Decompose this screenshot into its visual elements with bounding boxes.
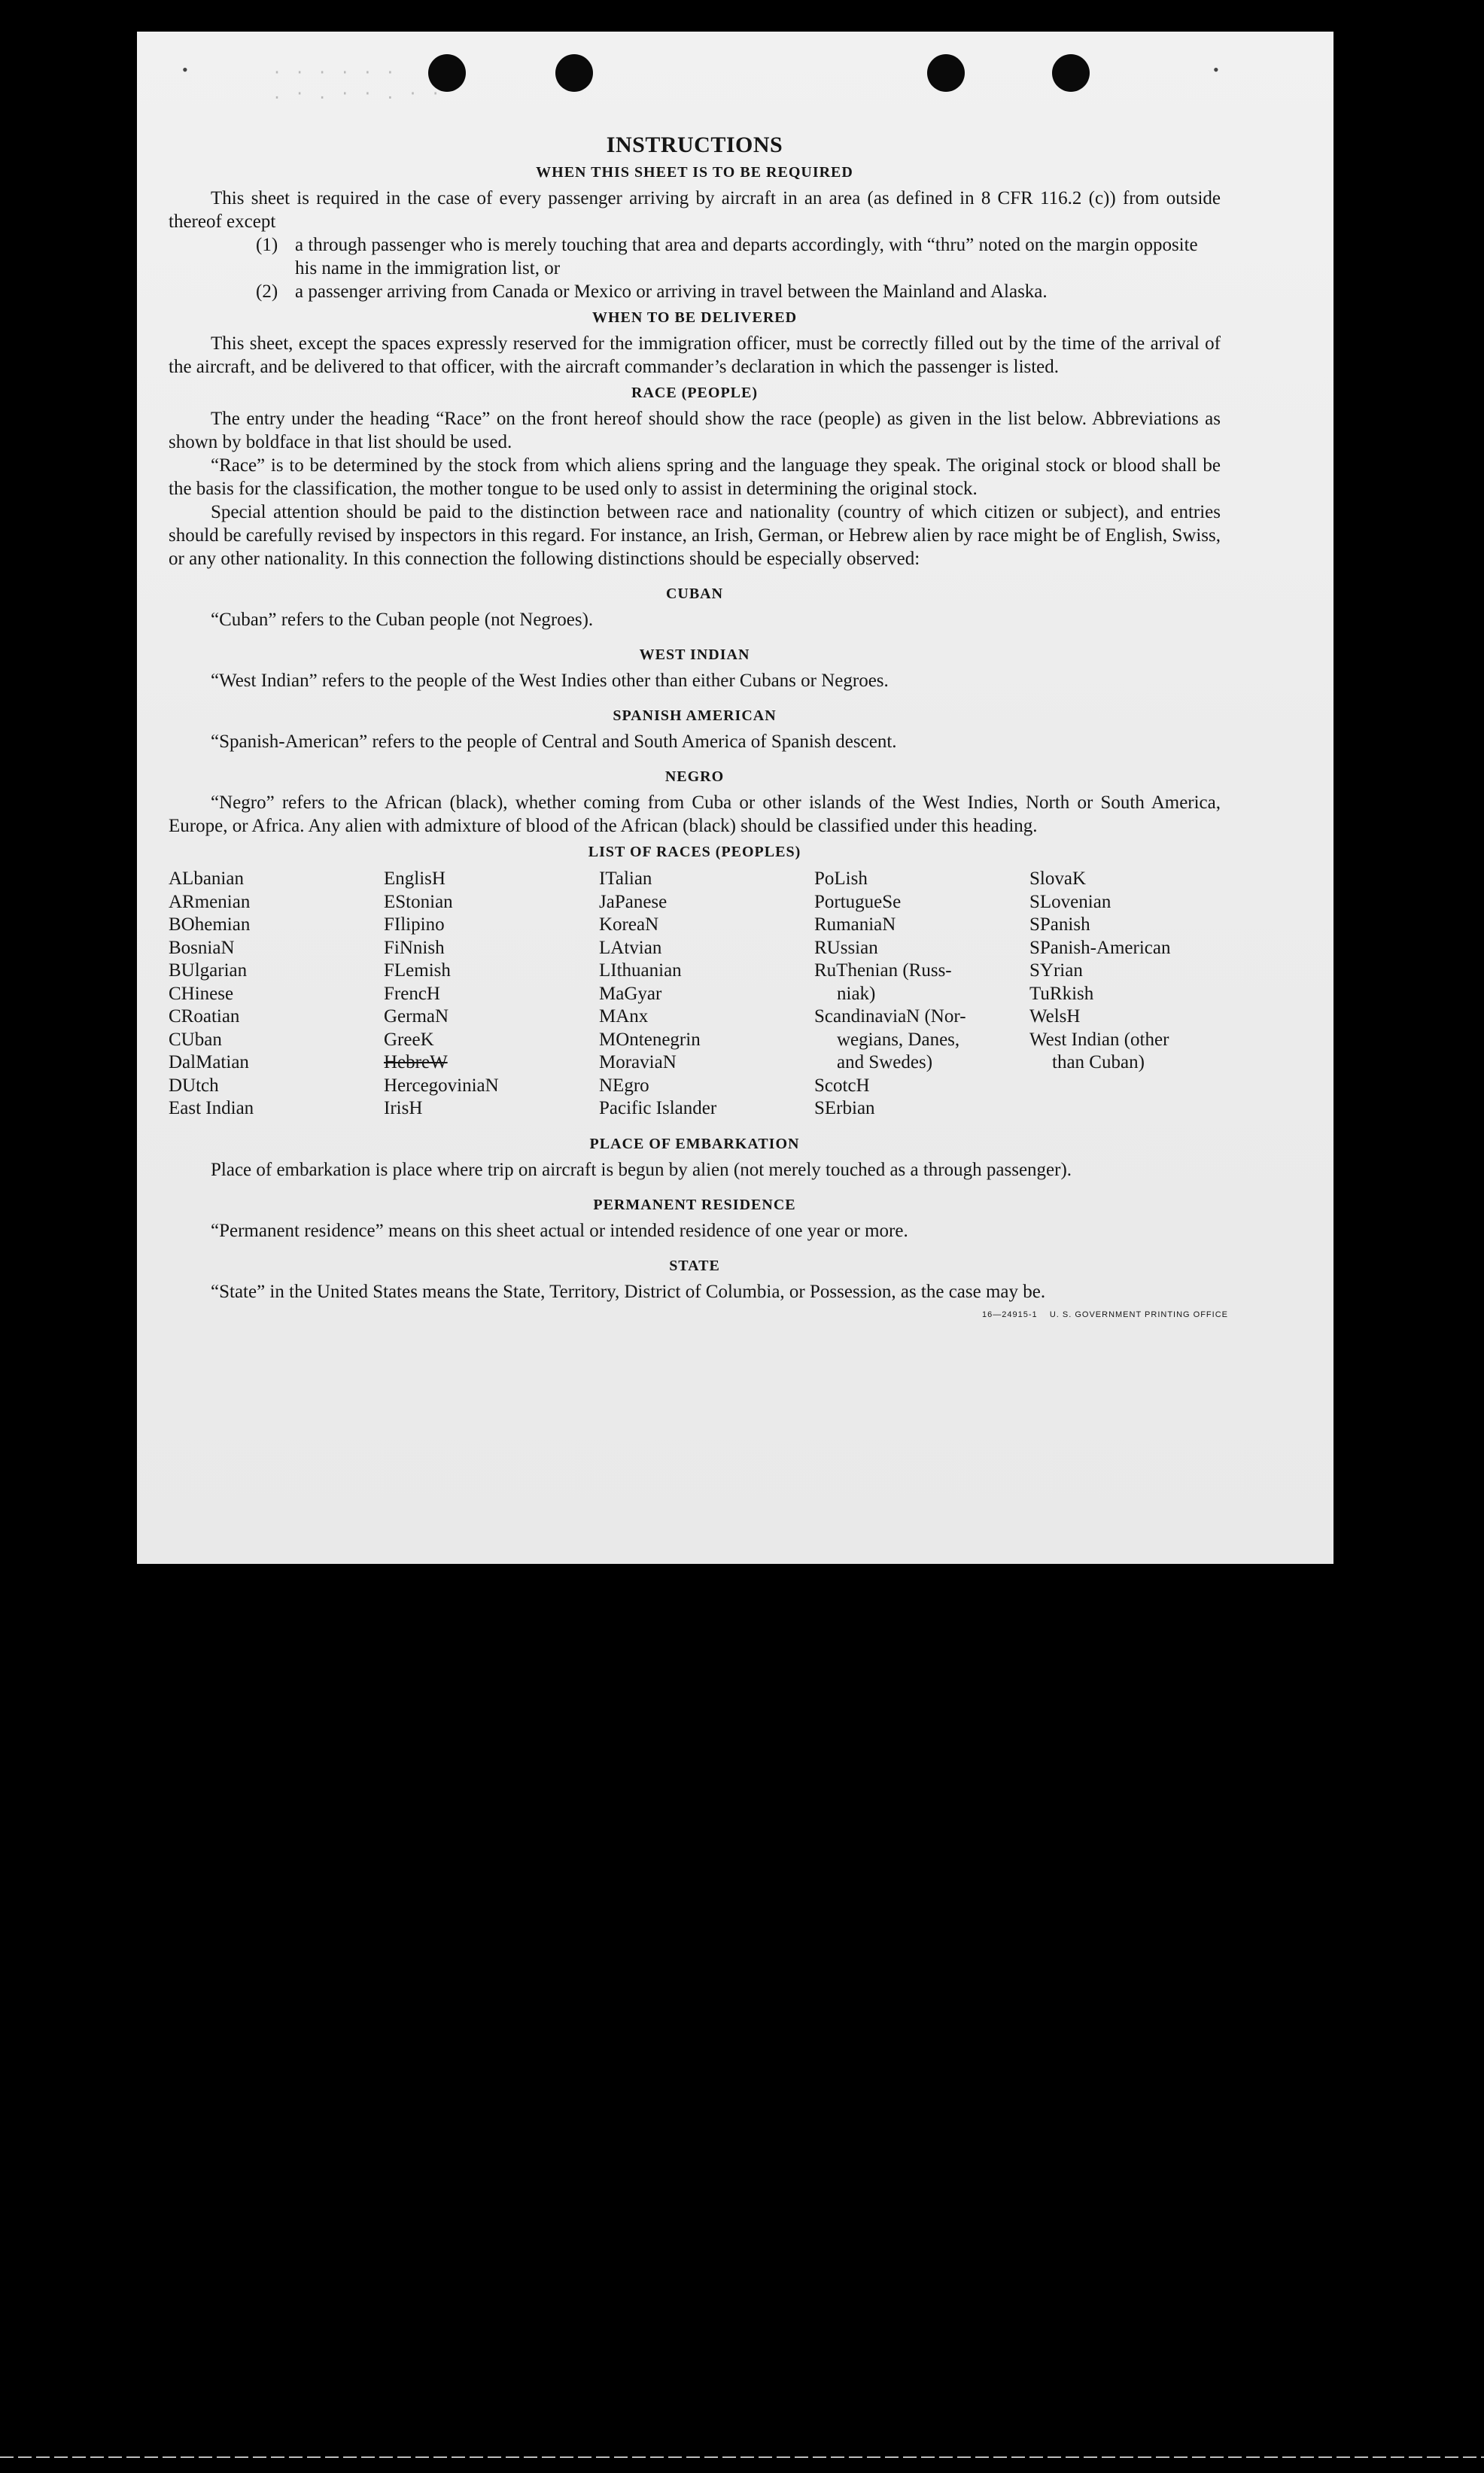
race-entry: SPanish-American [1029,937,1171,958]
race-paragraph: “Race” is to be determined by the stock from which aliens spring and the language they speak. The original stock or blood shall be the basis for the classification, the mother tongue to be used only to assist in determining the original stock. [169,455,1221,499]
punch-hole [555,54,593,92]
race-entry: SErbian [814,1098,875,1118]
delivered-text: This sheet, except the spaces expressly reserved for the immigration officer, must be correctly filled out by the time of the arrival of the aircraft, and be delivered to that officer, with the aircraft commander’s declaration in which the passenger is listed. [169,333,1221,377]
race-entry: DUtch [169,1075,219,1096]
section-heading-spanish-american: SPANISH AMERICAN [613,707,777,724]
negro-text: “Negro” refers to the African (black), whether coming from Cuba or other islands of the West Indies, North or South America, Europe, or Africa. Any alien with admixture of blood of the African (black) should be classified under this heading. [169,792,1221,836]
race-entry: NEgro [599,1075,649,1096]
printer-name: U. S. GOVERNMENT PRINTING OFFICE [1049,1310,1228,1319]
punch-hole [927,54,965,92]
race-entry: Pacific Islander [599,1098,717,1118]
race-entry: MAnx [599,1006,649,1027]
race-entry: EnglisH [384,868,446,889]
race-entry: West Indian (other [1029,1029,1169,1050]
edge-mark: • [182,60,188,79]
section-heading-embarkation: PLACE OF EMBARKATION [589,1135,800,1152]
race-entry: LIthuanian [599,960,682,981]
race-entry: GreeK [384,1029,434,1050]
race-entry: DalMatian [169,1052,249,1072]
race-entry: MaGyar [599,983,662,1004]
race-entry: HercegoviniaN [384,1075,499,1096]
faded-stamp [272,62,442,104]
race-entry: MOntenegrin [599,1029,701,1050]
race-entry: niak) [837,983,876,1004]
section-heading-state: STATE [669,1257,720,1274]
race-entry: HebreW [384,1052,448,1072]
section-heading-required: WHEN THIS SHEET IS TO BE REQUIRED [536,164,853,181]
instructions-content [169,132,1228,1327]
section-heading-residence: PERMANENT RESIDENCE [593,1196,796,1213]
form-number: 16—24915-1 [982,1310,1038,1319]
races-column [1029,868,1225,1121]
section-heading-negro: NEGRO [664,768,725,785]
race-entry: ScotcH [814,1075,870,1096]
race-entry: PortugueSe [814,891,902,912]
races-column [169,868,384,1121]
race-entry: FrencH [384,983,440,1004]
race-entry: ALbanian [169,868,244,889]
section-heading-west-indian: WEST INDIAN [639,646,750,663]
exception-item [256,233,1221,280]
race-entry: IrisH [384,1098,423,1118]
residence-text: “Permanent residence” means on this sheet actual or intended residence of one year or more. [211,1220,908,1241]
race-paragraph: Special attention should be paid to the distinction between race and nationality (country of which citizen or subject), and entries should be carefully revised by inspectors in this regard. For instance, an Irish, German, or Hebrew alien by race might be of English, Swiss, or any other nationality. In this connection the following distinctions should be especially observed: [169,502,1221,569]
page-title: INSTRUCTIONS [606,132,783,157]
exception-text: a passenger arriving from Canada or Mexico or arriving in travel between the Mainland and Alaska. [295,281,1048,302]
race-entry: KoreaN [599,914,659,935]
race-entry: SYrian [1029,960,1083,981]
exception-number: (2) [256,281,278,302]
race-paragraph: The entry under the heading “Race” on the front hereof should show the race (people) as given in the list below. Abbreviations as shown by boldface in that list should be used. [169,409,1221,452]
race-entry: than Cuban) [1052,1052,1145,1072]
document-sheet [137,32,1333,1564]
section-heading-races-list: LIST OF RACES (PEOPLES) [588,844,801,860]
race-entry: MoraviaN [599,1052,677,1072]
exception-text: a through passenger who is merely touching that area and departs accordingly, with “thru” noted on the margin opposite his name in the immigration list, or [295,235,1198,278]
punch-hole [1052,54,1090,92]
races-column [384,868,599,1121]
race-entry: PoLish [814,868,868,889]
race-entry: and Swedes) [837,1052,933,1072]
race-entry: GermaN [384,1006,449,1027]
state-text: “State” in the United States means the State, Territory, District of Columbia, or Possession, as the case may be. [211,1281,1046,1302]
race-entry: East Indian [169,1098,254,1118]
race-entry: ScandinaviaN (Nor- [814,1006,966,1027]
footer-row [169,1303,1228,1327]
race-entry: CRoatian [169,1006,240,1027]
race-entry: ARmenian [169,891,251,912]
race-entry: ITalian [599,868,652,889]
race-entry: BosniaN [169,937,235,958]
printer-imprint [982,1303,1228,1327]
embarkation-text: Place of embarkation is place where trip on aircraft is begun by alien (not merely touched as a through passenger). [211,1159,1072,1180]
faded-stamp-line: . · . · · . · · [272,84,442,102]
race-entry: SlovaK [1029,868,1086,889]
race-entry: CHinese [169,983,234,1004]
edge-mark: • [1213,60,1219,79]
west-indian-text: “West Indian” refers to the people of the West Indies other than either Cubans or Negroes. [211,671,889,691]
cuban-text: “Cuban” refers to the Cuban people (not Negroes). [211,610,594,630]
race-entry: SPanish [1029,914,1090,935]
race-entry: LAtvian [599,937,662,958]
section-heading-delivered: WHEN TO BE DELIVERED [591,309,798,326]
race-entry: BOhemian [169,914,251,935]
race-entry: SLovenian [1029,891,1111,912]
race-entry: CUban [169,1029,222,1050]
exception-number: (1) [256,235,278,255]
race-entry: BUlgarian [169,960,248,981]
race-entry: EStonian [384,891,453,912]
races-list [169,868,1221,1121]
faded-stamp-line: · · · · · · [272,63,397,81]
race-entry: WelsH [1029,1006,1081,1027]
race-entry: FiNnish [384,937,445,958]
race-entry: RUssian [814,937,878,958]
race-entry: FLemish [384,960,451,981]
race-entry: TuRkish [1029,983,1094,1004]
race-entry: wegians, Danes, [837,1029,960,1050]
races-column [599,868,814,1121]
section-heading-cuban: CUBAN [665,586,724,602]
races-column [814,868,1029,1121]
scan-bottom-edge [0,2456,1484,2458]
exception-item [256,280,1221,303]
race-entry: JaPanese [599,891,667,912]
spanish-american-text: “Spanish-American” refers to the people of Central and South America of Spanish descent. [211,732,897,752]
required-intro: This sheet is required in the case of every passenger arriving by aircraft in an area (as defined in 8 CFR 116.2 (c)) from outside thereof except [169,188,1221,232]
race-entry: RuThenian (Russ- [814,960,952,981]
section-heading-race: RACE (PEOPLE) [631,385,758,401]
race-entry: RumaniaN [814,914,896,935]
race-entry: FIlipino [384,914,445,935]
